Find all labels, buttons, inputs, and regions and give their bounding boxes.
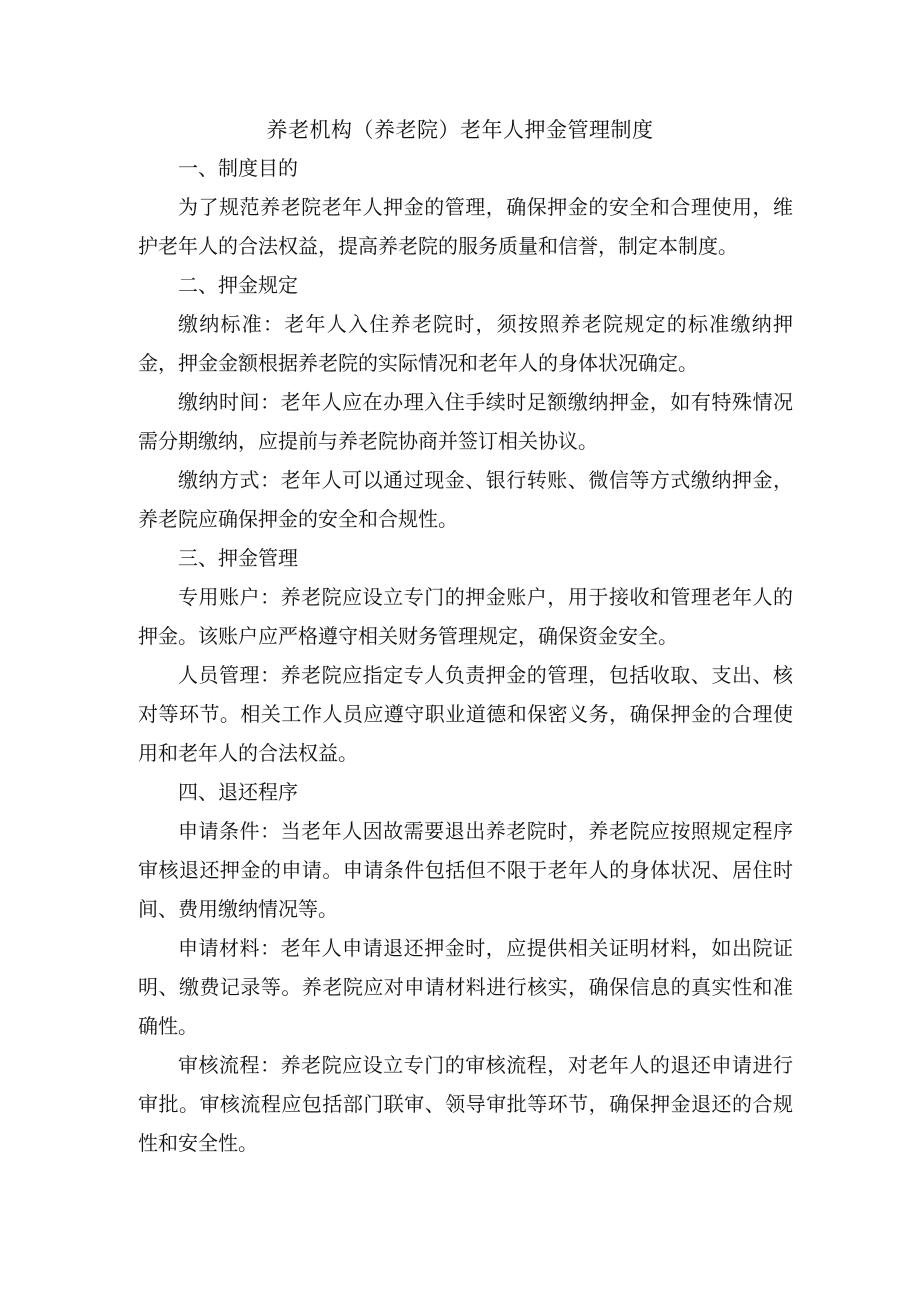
paragraph: 申请材料：老年人申请退还押金时，应提供相关证明材料，如出院证明、缴费记录等。养老院应对申请材料进行核实，确保信息的真实性和准确性。 — [138, 936, 793, 1038]
section-heading: 二、押金规定 — [178, 273, 298, 297]
section-heading: 一、制度目的 — [178, 156, 298, 180]
section-heading: 三、押金管理 — [178, 546, 298, 570]
section-purpose — [138, 149, 793, 266]
section-refund-procedure — [138, 773, 793, 1163]
paragraph: 申请条件：当老年人因故需要退出养老院时，养老院应按照规定程序审核退还押金的申请。申请条件包括但不限于老年人的身体状况、居住时间、费用缴纳情况等。 — [138, 819, 793, 921]
section-deposit-management — [138, 539, 793, 773]
paragraph: 缴纳标准：老年人入住养老院时，须按照养老院规定的标准缴纳押金，押金金额根据养老院的实际情况和老年人的身体状况确定。 — [138, 312, 793, 375]
paragraph: 审核流程：养老院应设立专门的审核流程，对老年人的退还申请进行审批。审核流程应包括部门联审、领导审批等环节，确保押金退还的合规性和安全性。 — [138, 1053, 793, 1155]
paragraph: 专用账户：养老院应设立专门的押金账户，用于接收和管理老年人的押金。该账户应严格遵守相关财务管理规定，确保资金安全。 — [138, 585, 793, 648]
paragraph: 为了规范养老院老年人押金的管理，确保押金的安全和合理使用，维护老年人的合法权益，提高养老院的服务质量和信誉，制定本制度。 — [138, 195, 793, 258]
document-title: 养老机构（养老院）老年人押金管理制度 — [266, 118, 654, 142]
paragraph: 人员管理：养老院应指定专人负责押金的管理，包括收取、支出、核对等环节。相关工作人员应遵守职业道德和保密义务，确保押金的合理使用和老年人的合法权益。 — [138, 663, 793, 765]
section-deposit-rules — [138, 266, 793, 539]
section-heading: 四、退还程序 — [178, 780, 298, 804]
document-body — [138, 149, 793, 1163]
paragraph: 缴纳方式：老年人可以通过现金、银行转账、微信等方式缴纳押金，养老院应确保押金的安全和合规性。 — [138, 468, 793, 531]
paragraph: 缴纳时间：老年人应在办理入住手续时足额缴纳押金，如有特殊情况需分期缴纳，应提前与养老院协商并签订相关协议。 — [138, 390, 793, 453]
